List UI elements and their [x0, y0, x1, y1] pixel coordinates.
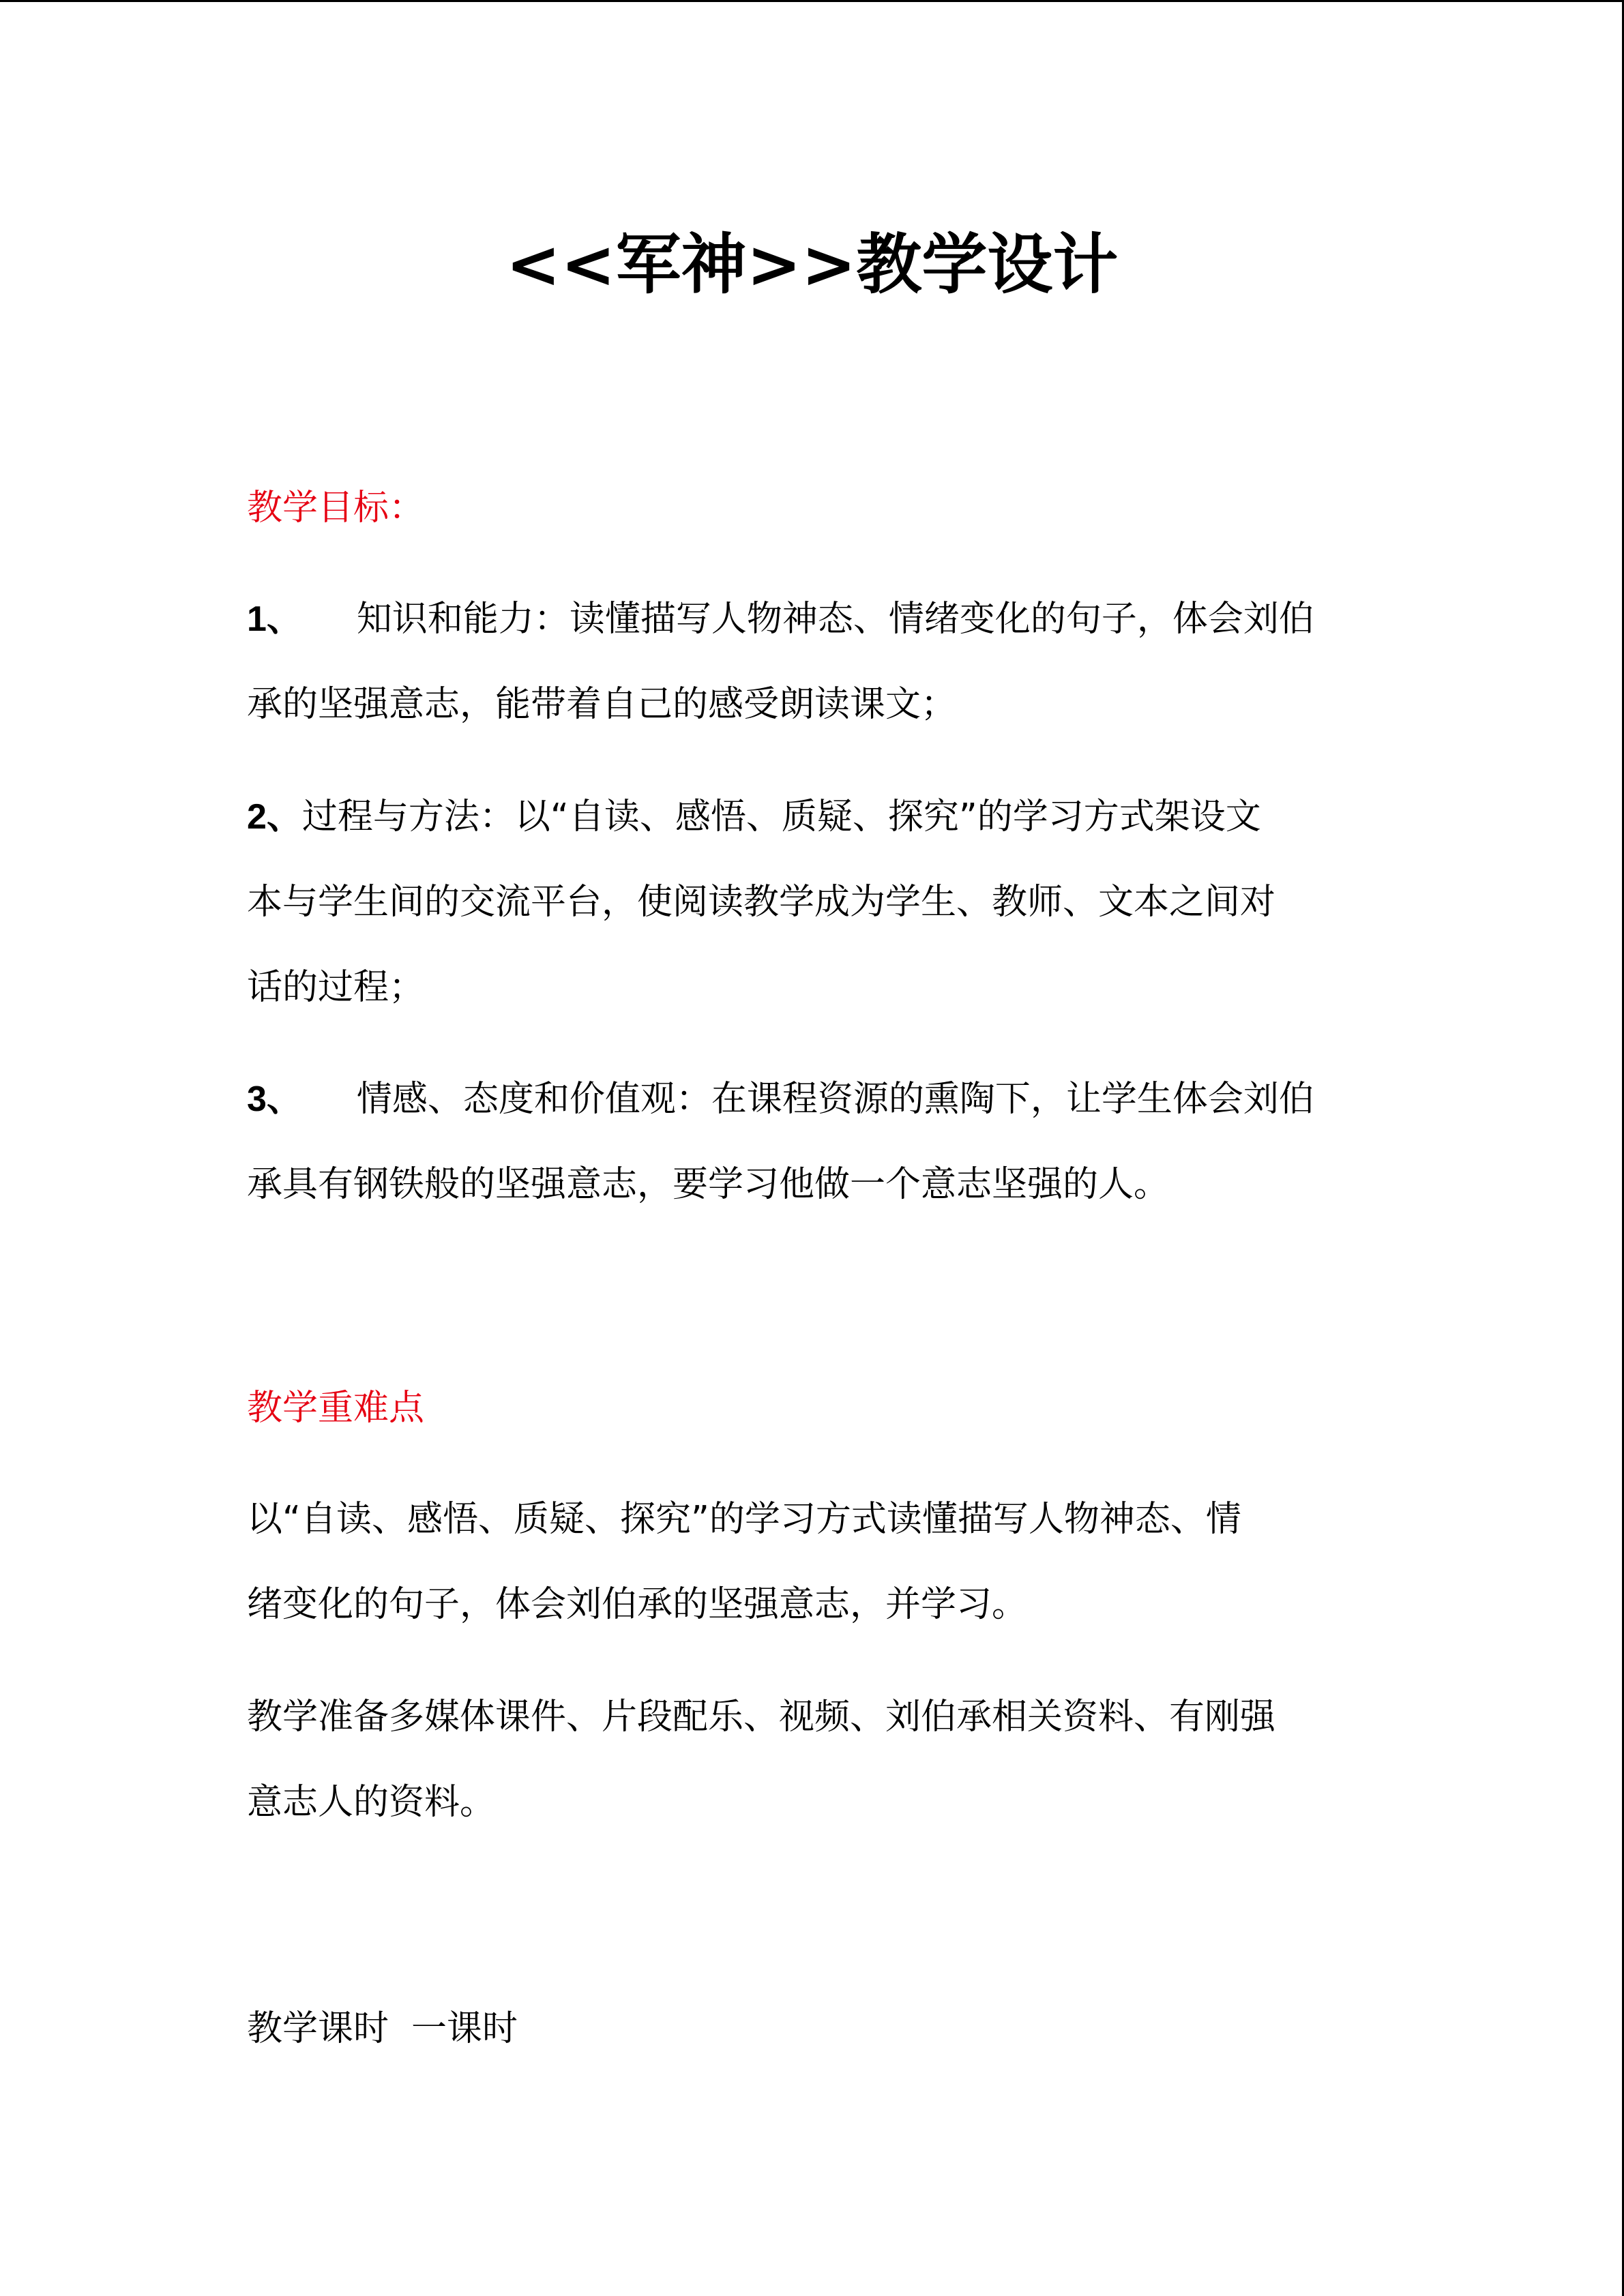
class-hours: 教学课时 一课时	[247, 2008, 518, 2049]
objective-1-line-1	[247, 592, 1314, 646]
objective-1-number: 1、	[247, 599, 302, 639]
objective-3-line-1	[247, 1072, 1314, 1127]
page-top-border	[0, 0, 1624, 2]
objective-2-text: 过程与方法：以“自读、感悟、质疑、探究”的学习方式架设文	[301, 796, 1261, 837]
objective-3-number: 3、	[247, 1079, 302, 1119]
objective-2-number: 2、	[247, 797, 302, 837]
objective-2-line-3: 话的过程；	[247, 967, 425, 1008]
preparation-line-2: 意志人的资料。	[247, 1782, 496, 1823]
objective-1-text: 知识和能力：读懂描写人物神态、情绪变化的句子，体会刘伯	[356, 599, 1314, 640]
objectives-heading: 教学目标：	[247, 488, 425, 528]
objective-2-line-2: 本与学生间的交流平台，使阅读教学成为学生、教师、文本之间对	[247, 882, 1276, 923]
preparation-line-1: 教学准备多媒体课件、片段配乐、视频、刘伯承相关资料、有刚强	[247, 1697, 1276, 1738]
objective-1-line-2: 承的坚强意志，能带着自己的感受朗读课文；	[247, 684, 957, 725]
objective-3-line-2: 承具有钢铁般的坚强意志，要学习他做一个意志坚强的人。	[247, 1164, 1170, 1205]
key-points-line-2: 绪变化的句子，体会刘伯承的坚强意志，并学习。	[247, 1584, 1028, 1625]
key-points-heading: 教学重难点	[247, 1388, 425, 1429]
objective-2-line-1	[247, 790, 1261, 844]
document-title: <<军神>>教学设计	[505, 226, 1119, 303]
key-points-line-1: 以“自读、感悟、质疑、探究”的学习方式读懂描写人物神态、情	[247, 1499, 1241, 1540]
objective-3-text: 情感、态度和价值观：在课程资源的熏陶下，让学生体会刘伯	[356, 1079, 1314, 1120]
